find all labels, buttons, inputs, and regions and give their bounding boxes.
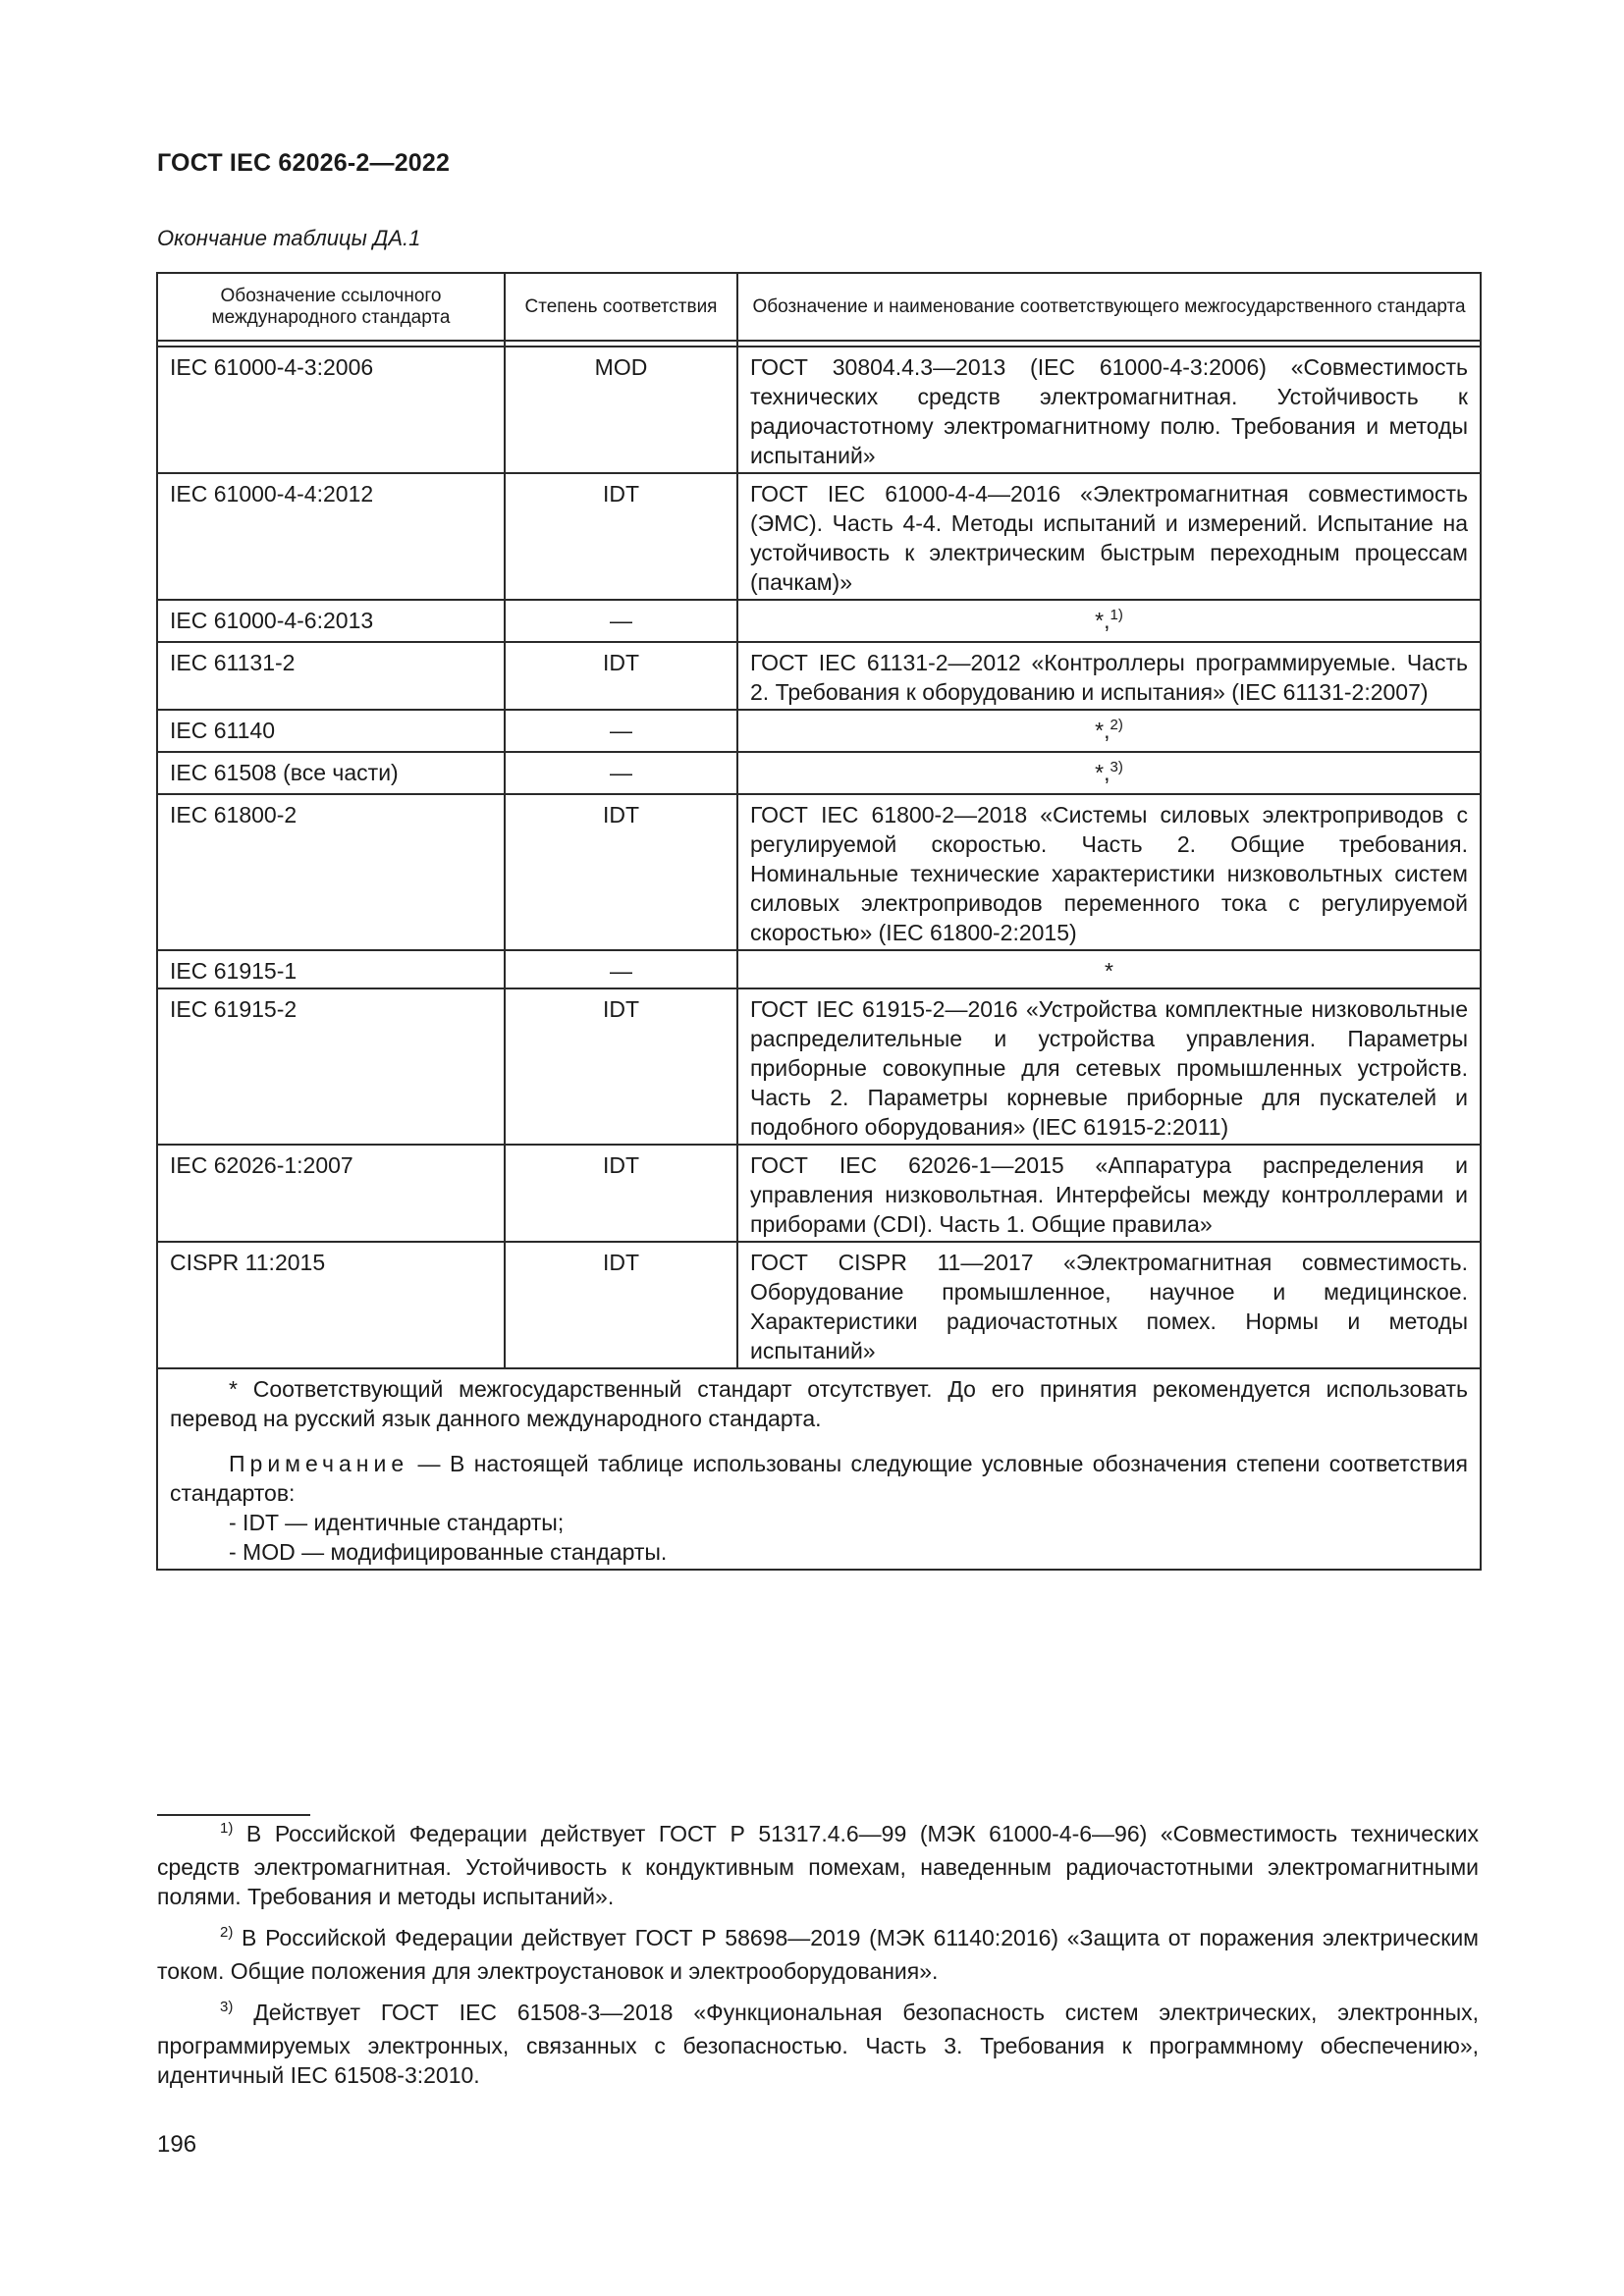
- standard-name-cell: ГОСТ IEC 61800-2—2018 «Системы силовых электроприводов с регулируемой скоростью. Часть 2. Общие требования. Номинальные технические характеристики низковольтных систем силовых электроприводов переменного тока с регулируемой скоростью» (IEC 61800-2:2015): [737, 794, 1481, 950]
- degree-cell: IDT: [505, 988, 737, 1145]
- standard-name-cell: ГОСТ IEC 61131-2—2012 «Контроллеры программируемые. Часть 2. Требования к оборудованию и испытания» (IEC 61131-2:2007): [737, 642, 1481, 710]
- footnote-mark: 2): [220, 1924, 234, 1941]
- table-row: [157, 1145, 1481, 1242]
- reference-code-cell: IEC 61915-1: [157, 950, 505, 988]
- degree-cell: IDT: [505, 1145, 737, 1242]
- degree-cell: —: [505, 710, 737, 752]
- degree-cell: MOD: [505, 347, 737, 473]
- reference-code-cell: IEC 61000-4-4:2012: [157, 473, 505, 600]
- column-header-degree: Степень соответствия: [505, 273, 737, 341]
- star-footnote: * Соответствующий межгосударственный стандарт отсутствует. До его принятия рекомендуется использовать перевод на русский язык данного международного стандарта.: [170, 1376, 1468, 1431]
- note-text: — В настоящей таблице использованы следующие условные обозначения степени соответствия стандартов:: [170, 1451, 1468, 1506]
- table-notes-row: [157, 1368, 1481, 1570]
- note-label: Примечание: [229, 1451, 409, 1476]
- standard-name-cell: [737, 600, 1481, 642]
- column-header-reference-standard: Обозначение ссылочного международного стандарта: [157, 273, 505, 341]
- table-row: [157, 347, 1481, 473]
- footnote-reference: 3): [1110, 759, 1123, 775]
- standard-name-cell: [737, 710, 1481, 752]
- footnote-text: Действует ГОСТ IEC 61508-3—2018 «Функциональная безопасность систем электрических, электронных, программируемых электронных, связанных с безопасностью. Часть 3. Требования к программному обеспечению», идентичный IEC 61508-3:2010.: [157, 2000, 1479, 2088]
- footnote: [157, 1819, 1479, 1911]
- reference-code-cell: IEC 61915-2: [157, 988, 505, 1145]
- reference-code-cell: IEC 61131-2: [157, 642, 505, 710]
- note-item: - IDT — идентичные стандарты;: [229, 1510, 565, 1535]
- document-header: ГОСТ IEC 62026-2—2022: [157, 149, 451, 177]
- standard-name-cell: *: [737, 950, 1481, 988]
- reference-code-cell: IEC 61000-4-6:2013: [157, 600, 505, 642]
- reference-code-cell: IEC 62026-1:2007: [157, 1145, 505, 1242]
- page-number: 196: [157, 2131, 197, 2158]
- footnote-mark: 1): [220, 1820, 234, 1837]
- reference-code-cell: IEC 61508 (все части): [157, 752, 505, 794]
- degree-cell: IDT: [505, 642, 737, 710]
- footnote: [157, 1923, 1479, 1986]
- table-row: [157, 988, 1481, 1145]
- table-row: [157, 752, 1481, 794]
- standard-name-cell: [737, 752, 1481, 794]
- footnote: [157, 1998, 1479, 2090]
- footnote-reference: 2): [1110, 717, 1123, 733]
- table-row: [157, 950, 1481, 988]
- standard-name-cell: ГОСТ IEC 61000-4-4—2016 «Электромагнитная совместимость (ЭМС). Часть 4-4. Методы испытаний и измерений. Испытание на устойчивость к электрическим быстрым переходным процессам (пачкам)»: [737, 473, 1481, 600]
- standards-table: [156, 272, 1482, 1571]
- footnote-mark: 3): [220, 1999, 234, 2015]
- reference-code-cell: IEC 61000-4-3:2006: [157, 347, 505, 473]
- degree-cell: IDT: [505, 473, 737, 600]
- table-row: [157, 710, 1481, 752]
- table-row: [157, 794, 1481, 950]
- note-paragraph: [170, 1449, 1468, 1508]
- degree-cell: —: [505, 600, 737, 642]
- standard-name-cell: ГОСТ IEC 62026-1—2015 «Аппаратура распределения и управления низковольтная. Интерфейсы между контроллерами и приборами (CDI). Часть 1. Общие правила»: [737, 1145, 1481, 1242]
- absent-standard-mark: *,: [1095, 760, 1110, 785]
- reference-code-cell: IEC 61140: [157, 710, 505, 752]
- reference-code-cell: CISPR 11:2015: [157, 1242, 505, 1368]
- footnote-reference: 1): [1110, 607, 1123, 623]
- degree-cell: —: [505, 950, 737, 988]
- note-item: - MOD — модифицированные стандарты.: [229, 1539, 668, 1565]
- absent-standard-mark: *,: [1095, 718, 1110, 743]
- table-row: [157, 1242, 1481, 1368]
- standard-name-cell: ГОСТ CISPR 11—2017 «Электромагнитная совместимость. Оборудование промышленное, научное и медицинское. Характеристики радиочастотных помех. Нормы и методы испытаний»: [737, 1242, 1481, 1368]
- degree-cell: —: [505, 752, 737, 794]
- standard-name-cell: ГОСТ 30804.4.3—2013 (IEC 61000-4-3:2006) «Совместимость технических средств электромагнитная. Устойчивость к радиочастотному электромагнитному полю. Требования и методы испытаний»: [737, 347, 1481, 473]
- table-notes: [157, 1368, 1481, 1570]
- table-row: [157, 642, 1481, 710]
- table-caption: Окончание таблицы ДА.1: [157, 226, 421, 250]
- absent-standard-mark: *,: [1095, 608, 1110, 633]
- degree-cell: IDT: [505, 1242, 737, 1368]
- degree-cell: IDT: [505, 794, 737, 950]
- standard-name-cell: ГОСТ IEC 61915-2—2016 «Устройства комплектные низковольтные распределительные и устройства управления. Параметры приборные совокупные для сетевых промышленных устройств. Часть 2. Параметры корневые приборные для пускателей и подобного оборудования» (IEC 61915-2:2011): [737, 988, 1481, 1145]
- table-row: [157, 600, 1481, 642]
- page-footnotes: [157, 1819, 1479, 2102]
- footnote-text: В Российской Федерации действует ГОСТ Р 51317.4.6—99 (МЭК 61000-4-6—96) «Совместимость технических средств электромагнитная. Устойчивость к кондуктивным помехам, наведенным радиочастотными электромагнитными полями. Требования и методы испытаний».: [157, 1821, 1479, 1909]
- table-row: [157, 473, 1481, 600]
- footnote-text: В Российской Федерации действует ГОСТ Р 58698—2019 (МЭК 61140:2016) «Защита от поражения электрическим током. Общие положения для электроустановок и электрооборудования».: [157, 1925, 1479, 1984]
- reference-code-cell: IEC 61800-2: [157, 794, 505, 950]
- column-header-interstate-standard: Обозначение и наименование соответствующего межгосударственного стандарта: [737, 273, 1481, 341]
- footnote-divider: [157, 1814, 310, 1816]
